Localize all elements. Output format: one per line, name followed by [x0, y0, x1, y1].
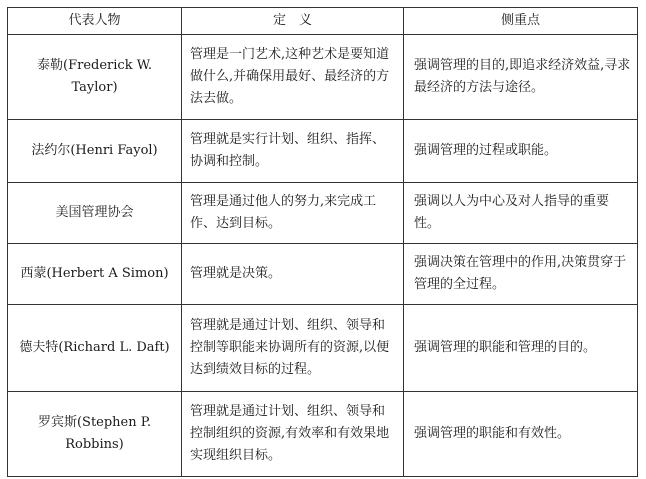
- focus-cell: 强调决策在管理中的作用,决策贯穿于管理的全过程。: [404, 244, 638, 305]
- representative-cell: 德夫特(Richard L. Daft): [8, 305, 182, 392]
- header-focus: 侧重点: [404, 8, 638, 35]
- table-row: [8, 392, 638, 477]
- focus-cell: 强调管理的职能和有效性。: [404, 392, 638, 477]
- header-representative: 代表人物: [8, 8, 182, 35]
- focus-cell: 强调管理的目的,即追求经济效益,寻求最经济的方法与途径。: [404, 35, 638, 120]
- focus-cell: 强调以人为中心及对人指导的重要性。: [404, 183, 638, 244]
- table-row: [8, 244, 638, 305]
- table-row: [8, 35, 638, 120]
- header-definition: 定 义: [182, 8, 404, 35]
- definition-cell: 管理是通过他人的努力,来完成工作、达到目标。: [182, 183, 404, 244]
- focus-cell: 强调管理的职能和管理的目的。: [404, 305, 638, 392]
- definition-cell: 管理就是通过计划、组织、领导和控制等职能来协调所有的资源,以便达到绩效目标的过程。: [182, 305, 404, 392]
- management-definitions-table-container: [7, 7, 637, 471]
- definition-cell: 管理就是决策。: [182, 244, 404, 305]
- management-definitions-table: [7, 7, 638, 477]
- table-row: [8, 120, 638, 183]
- focus-cell: 强调管理的过程或职能。: [404, 120, 638, 183]
- representative-cell: 法约尔(Henri Fayol): [8, 120, 182, 183]
- table-row: [8, 183, 638, 244]
- definition-cell: 管理就是通过计划、组织、领导和控制组织的资源,有效率和有效果地实现组织目标。: [182, 392, 404, 477]
- table-header-row: [8, 8, 638, 35]
- representative-cell: 美国管理协会: [8, 183, 182, 244]
- definition-cell: 管理就是实行计划、组织、指挥、协调和控制。: [182, 120, 404, 183]
- table-row: [8, 305, 638, 392]
- representative-cell: 泰勒(Frederick W. Taylor): [8, 35, 182, 120]
- representative-cell: 罗宾斯(Stephen P. Robbins): [8, 392, 182, 477]
- representative-cell: 西蒙(Herbert A Simon): [8, 244, 182, 305]
- definition-cell: 管理是一门艺术,这种艺术是要知道做什么,并确保用最好、最经济的方法去做。: [182, 35, 404, 120]
